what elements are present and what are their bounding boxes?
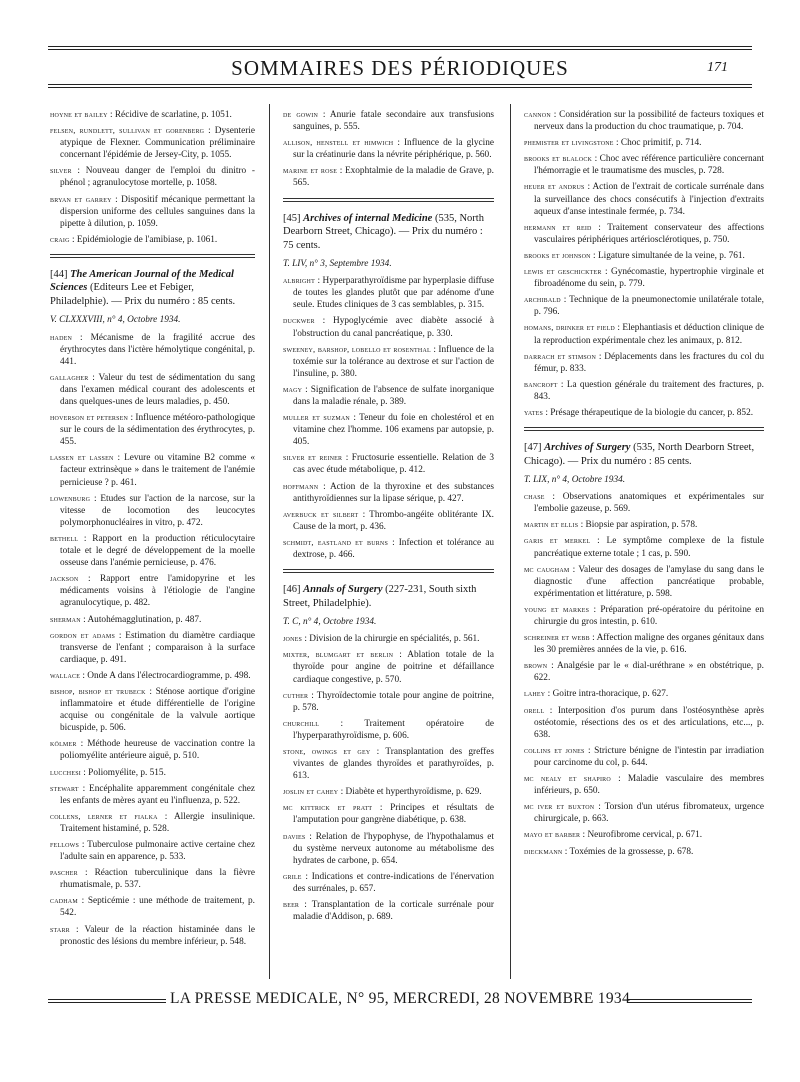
- column-2: [283, 108, 494, 926]
- citation-text: : Infection et tolérance au dextrose, p. 466.: [293, 537, 494, 561]
- citation-entry: [524, 152, 764, 177]
- citation-authors: brooks et blalock: [524, 153, 593, 164]
- citation-text: : Nouveau danger de l'emploi du dinitro - phénol ; agranulocytose mortelle, p. 1058.: [60, 166, 255, 189]
- citation-text: : Principes et résultats de l'amputation pour gangrène diabétique, p. 638.: [293, 803, 494, 826]
- citation-text: : Onde A dans l'électrocardiogramme, p. 498.: [82, 670, 251, 681]
- citation-text: : Maladie vasculaire des membres inférieurs, p. 650.: [534, 774, 764, 797]
- citation-authors: gordon et adams: [50, 629, 115, 640]
- citation-entry: [50, 894, 255, 919]
- citation-text: : Le symptôme complexe de la fistule pancréatique externe totale ; 1 cas, p. 590.: [534, 536, 764, 559]
- header-bottom-rule-2: [48, 87, 752, 88]
- citation-text: : Elephantiasis et déduction clinique de la reproduction expérimentale chez les animaux, p. 812.: [534, 323, 764, 346]
- citation-entry: [50, 492, 255, 529]
- citation-text: : Affection maligne des organes génitaux dans les 30 premières années de la vie, p. 616.: [534, 633, 765, 656]
- citation-text: : Influence météoro-pathologique sur le cours de la sédimentation des érythrocytes, p. 455.: [60, 413, 256, 448]
- citation-entry: [283, 785, 494, 798]
- citation-authors: mc nealy et shapiro: [524, 773, 611, 784]
- citation-authors: orell: [524, 704, 545, 715]
- citation-entry: [283, 343, 494, 380]
- entry-list: [524, 490, 764, 857]
- citation-entry: [524, 406, 764, 419]
- citation-text: : Technique de la pneumonectomie unilatérale totale, p. 796.: [534, 295, 764, 318]
- citation-authors: allison, henstell et himwich: [283, 137, 394, 148]
- issue-line: T. LIX, n° 4, Octobre 1934.: [524, 475, 626, 486]
- citation-text: : Toxémies de la grossesse, p. 678.: [564, 846, 694, 857]
- citation-authors: collens, lerner et fialka: [50, 810, 158, 821]
- citation-text: : Goitre intra-thoracique, p. 627.: [547, 689, 669, 700]
- citation-text: : Exophtalmie de la maladie de Grave, p. 565.: [293, 166, 495, 189]
- citation-entry: [283, 274, 494, 311]
- citation-authors: yates: [524, 406, 544, 417]
- citation-text: : Méthode heureuse de vaccination contre la poliomyélite antérieure aiguë, p. 510.: [60, 739, 255, 762]
- citation-authors: mc iver et buxton: [524, 801, 595, 812]
- citation-authors: cadham: [50, 895, 78, 906]
- citation-entry: [283, 108, 494, 133]
- citation-text: : Poliomyélite, p. 515.: [83, 767, 166, 778]
- journal-heading-47: [524, 441, 764, 468]
- section-divider: [283, 198, 494, 202]
- citation-entry: [283, 383, 494, 408]
- citation-entry: [283, 830, 494, 867]
- citation-authors: wallace: [50, 669, 81, 680]
- citation-authors: jackson: [50, 573, 79, 584]
- citation-authors: collins et jones: [524, 744, 585, 755]
- citation-authors: bryan et garrey: [50, 193, 112, 204]
- citation-text: : Mécanisme de la fragilité accrue des érythrocytes dans l'ictère hémolytique congénital, p. 441.: [60, 332, 256, 367]
- citation-authors: gallagher: [50, 371, 89, 382]
- citation-entry: [524, 249, 764, 262]
- citation-entry: [50, 411, 255, 448]
- citation-text: : Hyperparathyroïdisme par hyperplasie diffuse de toutes les glandes plutôt que par adénome d'une seule. Etudes cliniques de 3 cas semblables, p. 315.: [293, 276, 494, 311]
- citation-entry: [283, 717, 494, 742]
- citation-authors: lucchesi: [50, 766, 81, 777]
- citation-entry: [524, 518, 764, 531]
- entry-list: [283, 632, 494, 923]
- citation-entry: [50, 669, 255, 682]
- citation-text: : Action de la thyroxine et des substances antithyroïdiennes sur la lipase sérique, p. 427.: [293, 481, 494, 504]
- citation-entry: [283, 801, 494, 826]
- citation-entry: [283, 164, 494, 189]
- journal-number: [45]: [283, 212, 301, 224]
- citation-text: : Teneur du foie en cholestérol et en vitamine chez l'homme. 106 examens par autopsie, p. 405.: [293, 413, 495, 448]
- header-bottom-rule: [48, 84, 752, 85]
- citation-text: : Fructosurie essentielle. Relation de 3 cas avec étude métabolique, p. 412.: [293, 453, 494, 476]
- citation-entry: [524, 603, 764, 628]
- citation-authors: kölmer: [50, 738, 77, 749]
- citation-text: : Anurie fatale secondaire aux transfusions sanguines, p. 555.: [293, 110, 494, 133]
- citation-text: : Thyroïdectomie totale pour angine de poitrine, p. 578.: [293, 690, 494, 713]
- journal-publisher: (535, North Dearborn Street, Chicago). — Prix du numéro : 75 cents.: [283, 212, 484, 251]
- citation-text: : Neurofibrome cervical, p. 671.: [582, 830, 703, 841]
- citation-authors: martin et ellis: [524, 519, 579, 530]
- citation-entry: [50, 532, 255, 569]
- citation-authors: hoverson et petersen: [50, 412, 129, 423]
- journal-publisher: (535, North Dearborn Street, Chicago). — Prix du numéro : 85 cents.: [524, 442, 755, 467]
- citation-authors: mayo et barber: [524, 829, 581, 840]
- citation-entry: [524, 265, 764, 290]
- citation-authors: mixter, blumgart et berlin: [283, 649, 394, 660]
- citation-text: : Division de la chirurgie en spécialités, p. 561.: [304, 634, 480, 645]
- citation-entry: [50, 124, 255, 161]
- column-3: [524, 108, 764, 861]
- citation-text: : Diabète et hyperthyroïdisme, p. 629.: [340, 787, 482, 798]
- citation-authors: bethell: [50, 532, 79, 543]
- citation-entry: [283, 632, 494, 645]
- citation-authors: bishop, bishop et trubeck: [50, 685, 146, 696]
- page-title: SOMMAIRES DES PÉRIODIQUES: [231, 56, 569, 80]
- citation-entry: [524, 534, 764, 559]
- citation-authors: schreiner et webb: [524, 632, 590, 643]
- citation-text: : Levure ou vitamine B2 comme « facteur extrinsèque » dans le traitement de l'anémie pernicieuse ? p. 461.: [60, 453, 256, 488]
- entry-list: [50, 108, 255, 246]
- citation-authors: silver: [50, 165, 72, 176]
- citation-text: : Sténose aortique d'origine inflammatoire et étude différentielle de l'origine acquise ou congénitale de la valvule aortique bicuspide, p. 506.: [60, 686, 256, 734]
- citation-authors: phemister et livingstone: [524, 137, 614, 148]
- citation-entry: [50, 737, 255, 762]
- citation-text: : Signification de l'absence de sulfate inorganique dans la maladie rénale, p. 389.: [293, 384, 494, 407]
- citation-entry: [283, 480, 494, 505]
- citation-authors: haden: [50, 331, 72, 342]
- citation-entry: [283, 745, 494, 782]
- citation-text: : Biopsie par aspiration, p. 578.: [580, 520, 698, 531]
- citation-authors: stone, owings et gey: [283, 745, 371, 756]
- citation-text: : Hypoglycémie avec diabète associé à l'obstruction du canal pancréatique, p. 330.: [293, 316, 495, 339]
- citation-entry: [524, 321, 764, 346]
- section-divider: [50, 254, 255, 258]
- citation-text: : Considération sur la possibilité de facteurs toxiques et nerveux dans la production du choc traumatique, p. 704.: [534, 110, 764, 133]
- citation-text: : Rapport en la production réticulocytaire totale et le degré de développement de la moelle osseuse dans l'anémie pernicieuse, p. 476.: [60, 533, 255, 569]
- citation-entry: [50, 233, 255, 246]
- citation-authors: muller et suzman: [283, 412, 350, 423]
- citation-authors: brown: [524, 660, 548, 671]
- citation-entry: [283, 536, 494, 561]
- citation-authors: sweeney, barshop, lobello et rosenthal: [283, 343, 431, 354]
- citation-entry: [283, 898, 494, 923]
- citation-text: : Action de l'extrait de corticale surrénale dans la surveillance des chocs consécutifs à l'injection d'extraits aqueux d'anse intestinale fermée, p. 734.: [534, 182, 765, 217]
- citation-entry: [524, 828, 764, 841]
- citation-text: : Choc avec référence particulière concernant l'hémorragie et le traumatisme des muscles, p. 728.: [534, 154, 765, 177]
- citation-text: : Stricture bénigne de l'intestin par irradiation pour carcinome du col, p. 644.: [534, 745, 764, 768]
- entry-list: [524, 108, 764, 419]
- citation-authors: archibald: [524, 294, 561, 305]
- citation-entry: [283, 411, 494, 448]
- citation-authors: joslin et cahey: [283, 786, 339, 797]
- citation-text: : Valeur des dosages de l'amylase du sang dans le diagnostic d'une affection pancréatique probable, expérimentation et littérature, p. 598.: [534, 564, 764, 599]
- citation-entry: [524, 293, 764, 318]
- citation-entry: [50, 451, 255, 488]
- journal-name: Annals of Surgery: [303, 584, 383, 596]
- journal-publisher: (227-231, South sixth Street, Philadelphie).: [283, 584, 477, 609]
- issue-line: T. C, n° 4, Octobre 1934.: [283, 617, 377, 628]
- citation-text: : Gynécomastie, hypertrophie virginale et fibroadénome du sein, p. 779.: [534, 267, 764, 290]
- header-top-rule: [48, 46, 752, 47]
- citation-text: : Allergie insulinique. Traitement histaminé, p. 528.: [60, 811, 256, 834]
- citation-entry: [50, 923, 255, 948]
- issue-line: T. LIV, n° 3, Septembre 1934.: [283, 259, 392, 270]
- citation-authors: lassen et lassen: [50, 452, 114, 463]
- citation-authors: young et markes: [524, 603, 590, 614]
- citation-text: : Choc primitif, p. 714.: [615, 138, 702, 149]
- journal-number: [47]: [524, 442, 542, 454]
- citation-text: : La question générale du traitement des fractures, p. 843.: [534, 379, 764, 402]
- citation-authors: fellows: [50, 839, 80, 849]
- journal-heading-46: [283, 583, 494, 610]
- citation-text: : Dysenterie atypique de Flexner. Communication préliminaire concernant l'épidémie de Jersey-City, p. 1055.: [60, 126, 256, 161]
- citation-authors: starr: [50, 923, 70, 934]
- citation-entry: [524, 631, 764, 656]
- citation-entry: [524, 221, 764, 246]
- citation-entry: [50, 685, 255, 734]
- citation-entry: [50, 838, 255, 863]
- citation-text: : Epidémiologie de l'amibiase, p. 1061.: [72, 234, 218, 245]
- citation-text: : Récidive de scarlatine, p. 1051.: [109, 110, 232, 120]
- citation-authors: magy: [283, 383, 303, 394]
- citation-entry: [50, 629, 255, 666]
- footer-rule-right: [628, 999, 752, 1003]
- citation-text: : Tuberculose pulmonaire active certaine chez l'adulte sain en apparence, p. 533.: [60, 840, 256, 863]
- citation-text: : Torsion d'un utérus fibromateux, urgence chirurgicale, p. 663.: [534, 802, 764, 825]
- citation-authors: albright: [283, 275, 315, 286]
- citation-entry: [50, 766, 255, 779]
- citation-text: : Valeur de la réaction histaminée dans le pronostic des lésions du membre inférieur, p. 548.: [60, 924, 255, 947]
- citation-authors: lewis et geschickter: [524, 266, 602, 277]
- citation-text: : Dispositif mécanique permettant la dispersion uniforme des cellules sanguines dans la pipette à dilution, p. 1059.: [60, 194, 255, 229]
- citation-entry: [524, 800, 764, 825]
- journal-number: [44]: [50, 268, 68, 280]
- citation-authors: schmidt, eastland et burns: [283, 536, 388, 547]
- journal-name: Archives of internal Medicine: [303, 212, 433, 224]
- entry-list: [283, 108, 494, 190]
- citation-authors: marine et rose: [283, 165, 338, 176]
- citation-text: : Analgésie par le « dial-uréthrane » en obstétrique, p. 622.: [534, 661, 765, 684]
- citation-authors: homans, drinker et field: [524, 322, 615, 333]
- citation-text: : Encéphalite apparemment congénitale chez les enfants de mères ayant eu l'influenza, p. 522.: [60, 783, 255, 806]
- journal-heading-45: [283, 212, 494, 253]
- citation-text: : Indications et contre-indications de l'énervation des surrénales, p. 657.: [293, 871, 494, 894]
- citation-text: : Septicémie : une méthode de traitement, p. 542.: [60, 896, 255, 919]
- citation-entry: [50, 613, 255, 626]
- citation-authors: hoffmann: [283, 480, 319, 491]
- section-divider: [524, 427, 764, 431]
- journal-name: Archives of Surgery: [544, 442, 631, 454]
- citation-entry: [50, 164, 255, 189]
- citation-text: : Transplantation de la corticale surrénale pour maladie d'Addison, p. 689.: [293, 900, 494, 923]
- page-number: 171: [707, 60, 728, 75]
- citation-entry: [524, 772, 764, 797]
- section-divider: [283, 569, 494, 573]
- citation-entry: [283, 648, 494, 685]
- entry-list: [283, 274, 494, 561]
- column-divider-1: [269, 104, 270, 979]
- citation-authors: sherman: [50, 613, 81, 624]
- issue-line: V. CLXXXVIII, n° 4, Octobre 1934.: [50, 315, 181, 326]
- citation-entry: [283, 451, 494, 476]
- citation-entry: [524, 845, 764, 858]
- citation-entry: [524, 687, 764, 700]
- citation-authors: darrach et stimson: [524, 350, 596, 361]
- citation-text: : Traitement conservateur des affections vasculaires périphériques artériosclérotiques, p. 750.: [534, 222, 764, 245]
- citation-authors: lahey: [524, 688, 546, 699]
- citation-authors: churchill: [283, 717, 320, 728]
- citation-text: : Préparation pré-opératoire du péritoine en chirurgie du gros intestin, p. 610.: [534, 604, 765, 627]
- citation-authors: de gowin: [283, 109, 318, 119]
- citation-authors: jones: [283, 633, 303, 644]
- citation-text: : Thrombo-angéite oblitérante IX. Cause de la mort, p. 436.: [293, 509, 494, 532]
- citation-text: : Valeur du test de sédimentation du sang dans l'examen médical courant des adolescents et dans quelques-unes de leurs maladies, p. 450.: [60, 372, 255, 407]
- citation-entry: [524, 378, 764, 403]
- citation-authors: bancroft: [524, 378, 558, 389]
- citation-entry: [524, 350, 764, 375]
- citation-text: : Estimation du diamètre cardiaque transverse de l'enfant ; comparaison à la surface cardiaque, p. 491.: [60, 630, 255, 665]
- citation-text: : Etudes sur l'action de la narcose, sur la vitesse de locomotion des leucocytes polymorphonucléaires in vitro, p. 472.: [60, 493, 255, 528]
- citation-entry: [524, 180, 764, 217]
- citation-text: : Traitement opératoire de l'hyperparathyroïdisme, p. 606.: [293, 718, 494, 741]
- citation-text: : Rapport entre l'amidopyrine et les médicaments voisins à l'étiologie de l'angine agranulocytique, p. 482.: [60, 574, 255, 609]
- citation-entry: [524, 744, 764, 769]
- journal-number: [46]: [283, 584, 301, 596]
- journal-publisher: (Editeurs Lee et Febiger, Philadelphie). — Prix du numéro : 85 cents.: [50, 282, 236, 307]
- citation-entry: [50, 108, 255, 121]
- footer-title: LA PRESSE MEDICALE, N° 95, MERCREDI, 28 NOVEMBRE 1934: [170, 990, 630, 1007]
- citation-authors: mc kittrick et pratt: [283, 802, 373, 813]
- citation-authors: duckwer: [283, 315, 315, 326]
- citation-authors: beer: [283, 899, 300, 909]
- citation-authors: lowenburg: [50, 492, 91, 503]
- citation-entry: [50, 866, 255, 891]
- citation-entry: [524, 563, 764, 600]
- citation-entry: [50, 371, 255, 408]
- citation-text: : Influence de la glycine sur la créatinurie dans la névrite périphérique, p. 560.: [293, 138, 494, 161]
- citation-authors: stewart: [50, 782, 79, 793]
- citation-entry: [50, 572, 255, 609]
- column-divider-2: [510, 104, 511, 979]
- citation-text: : Présage thérapeutique de la biologie du cancer, p. 852.: [545, 407, 754, 418]
- citation-authors: grile: [283, 870, 302, 881]
- citation-text: : Réaction tuberculinique dans la fièvre rhumatismale, p. 537.: [60, 868, 256, 891]
- journal-heading-44: [50, 268, 255, 309]
- citation-authors: hermann et reid: [524, 221, 592, 232]
- citation-authors: brooks et johnson: [524, 249, 591, 260]
- citation-text: : Autohémagglutination, p. 487.: [83, 614, 202, 625]
- citation-entry: [50, 810, 255, 835]
- journal-name: The American Journal of the Medical Sciences: [50, 268, 234, 294]
- citation-authors: craig: [50, 233, 70, 244]
- citation-entry: [50, 331, 255, 368]
- citation-text: : Transplantation des greffes vivantes de glandes thyroïdes et parathyroïdes, p. 613.: [293, 746, 494, 782]
- citation-authors: davies: [283, 830, 306, 841]
- citation-authors: silver et reiner: [283, 452, 343, 463]
- citation-entry: [524, 490, 764, 515]
- citation-entry: [283, 508, 494, 533]
- citation-text: : Influence de la toxémie sur la tolérance au dextrose et sur l'action de l'insuline, p. 380.: [293, 344, 494, 379]
- citation-entry: [50, 193, 255, 230]
- citation-entry: [524, 108, 764, 133]
- citation-authors: mc caugham: [524, 563, 570, 574]
- entry-list: [50, 331, 255, 948]
- citation-authors: garis et merkel: [524, 535, 591, 546]
- citation-text: : Déplacements dans les fractures du col du fémur, p. 833.: [534, 351, 764, 374]
- citation-entry: [283, 136, 494, 161]
- citation-entry: [524, 659, 764, 684]
- citation-authors: hoyne et bailey: [50, 109, 108, 119]
- citation-authors: averbuck et silbert: [283, 508, 359, 519]
- citation-authors: heuer et andrus: [524, 181, 585, 192]
- citation-entry: [524, 704, 764, 741]
- citation-text: : Ligature simultanée de la veine, p. 761.: [593, 250, 745, 261]
- citation-entry: [283, 689, 494, 714]
- citation-text: : Interposition d'os purum dans l'ostéosynthèse après ostéotomie, résections des os et des articulations, etc..., p. 638.: [534, 705, 764, 740]
- citation-entry: [283, 314, 494, 339]
- citation-text: : Ablation totale de la thyroïde pour angine de poitrine et défaillance cardiaque congestive, p. 570.: [293, 650, 494, 685]
- citation-authors: cuther: [283, 689, 309, 700]
- citation-authors: chase: [524, 491, 545, 502]
- citation-text: : Relation de l'hypophyse, de l'hypothalamus et du système nerveux autonome au métabolisme des hydrates de carbone, p. 654.: [293, 831, 495, 866]
- header-top-rule-2: [48, 49, 752, 50]
- citation-text: : Observations anatomiques et expérimentales sur l'embolie gazeuse, p. 569.: [534, 492, 764, 515]
- citation-authors: pascher: [50, 867, 78, 878]
- citation-entry: [283, 870, 494, 895]
- citation-authors: dieckmann: [524, 845, 563, 856]
- citation-authors: felsen, rundlett, sullivan et gorenberg: [50, 125, 205, 136]
- citation-entry: [50, 782, 255, 807]
- citation-authors: cannon: [524, 109, 551, 119]
- citation-entry: [524, 136, 764, 149]
- column-1: [50, 108, 255, 951]
